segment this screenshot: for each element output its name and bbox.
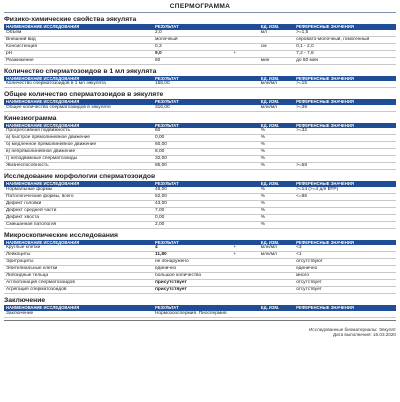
header-name: НАИМЕНОВАНИЕ ИССЛЕДОВАНИЯ [4,99,153,105]
row-result: 2,00 [153,221,231,228]
header-ref: РЕФЕРЕНСНЫЕ ЗНАЧЕНИЯ [294,24,396,30]
row-result: 32,00 [153,156,231,163]
row-reference: отсутствуют [294,259,396,266]
section-title: Физико-химические свойства эякулята [4,16,137,23]
row-reference [294,214,396,221]
row-unit: % [259,207,294,214]
header-name: НАИМЕНОВАНИЕ ИССЛЕДОВАНИЯ [4,123,153,129]
table-row [4,214,396,221]
row-name: Разжижение [4,57,153,64]
header-result: РЕЗУЛЬТАТ [153,24,231,30]
row-reference: <=86 [294,193,396,200]
row-name: Прогрессивная подвижность [4,128,153,135]
row-reference [294,135,396,142]
row-reference: <1 [294,252,396,259]
header-ref: РЕФЕРЕНСНЫЕ ЗНАЧЕНИЯ [294,123,396,129]
row-name: Общее количество сперматозоидов в эякуляте [4,105,153,112]
row-reference [294,142,396,149]
row-reference: 0,1 - 2,0 [294,43,396,50]
row-unit: % [259,128,294,135]
results-table [4,305,396,318]
row-result: 316,00 [153,105,231,112]
header-ref: РЕФЕРЕНСНЫЕ ЗНАЧЕНИЯ [294,181,396,187]
row-result: не обнаружено [153,259,231,266]
header-unit: ЕД. ИЗМ. [259,305,294,311]
row-unit: млн/мл [259,81,294,88]
row-flag [231,287,258,294]
row-result: 0,00 [153,214,231,221]
row-result: 7,00 [153,207,231,214]
row-reference [294,221,396,228]
row-reference: до 60 мин [294,57,396,64]
row-name: Дефект средней части [4,207,153,214]
table-row [4,311,396,318]
table-row [4,156,396,163]
row-reference: >=32 [294,128,396,135]
table-row [4,200,396,207]
header-result: РЕЗУЛЬТАТ [153,181,231,187]
row-flag [231,81,258,88]
row-unit: % [259,142,294,149]
row-unit: % [259,187,294,194]
row-unit [259,311,294,318]
header-unit: ЕД. ИЗМ. [259,24,294,30]
row-name: б) медленное прямолинейное движение [4,142,153,149]
report-page [4,2,396,338]
row-reference: >=15 [294,81,396,88]
row-unit: % [259,135,294,142]
row-name: Дефект хвоста [4,214,153,221]
row-name: pH [4,50,153,57]
row-name: Агрегация сперматозоидов [4,287,153,294]
row-flag [231,214,258,221]
header-name: НАИМЕНОВАНИЕ ИССЛЕДОВАНИЯ [4,181,153,187]
row-name: Жизнеспособность [4,163,153,170]
row-unit [259,36,294,43]
row-name: Внешний вид [4,36,153,43]
row-flag [231,135,258,142]
row-reference [294,200,396,207]
row-flag [231,207,258,214]
row-reference [294,311,396,318]
results-table [4,99,396,112]
row-flag [231,43,258,50]
row-flag [231,221,258,228]
table-row [4,142,396,149]
table-row [4,135,396,142]
row-flag: + [231,252,258,259]
table-row [4,43,396,50]
row-reference: отсутствует [294,287,396,294]
row-name: Дефект головки [4,200,153,207]
row-result: 0,3 [153,43,231,50]
row-flag [231,163,258,170]
row-flag: + [231,50,258,57]
results-table [4,240,396,295]
row-unit [259,273,294,280]
row-result: присутствует [153,287,231,294]
row-unit: % [259,221,294,228]
footer-date: Дата выполнения: 16.03.2020 [332,332,396,337]
header-result: РЕЗУЛЬТАТ [153,76,231,82]
row-flag [231,259,258,266]
results-table [4,76,396,89]
row-result: молочный [153,36,231,43]
row-flag [231,280,258,287]
row-result: 60 [153,128,231,135]
row-unit: % [259,214,294,221]
row-flag [231,156,258,163]
row-flag [231,36,258,43]
row-unit: % [259,149,294,156]
table-row [4,149,396,156]
header-ref: РЕФЕРЕНСНЫЕ ЗНАЧЕНИЯ [294,99,396,105]
row-unit: мин [259,57,294,64]
row-result: 60,00 [153,142,231,149]
row-reference: >=1,5 [294,30,396,37]
table-row [4,221,396,228]
table-row [4,193,396,200]
row-unit: мл [259,30,294,37]
row-unit [259,266,294,273]
row-reference [294,207,396,214]
row-flag [231,142,258,149]
row-result: Нормозооспермия. Пиоспермия. [153,311,231,318]
row-flag [231,57,258,64]
row-result: 8,00 [153,149,231,156]
section-title: Исследование морфологии сперматозоидов [4,173,156,180]
row-result: 60 [153,57,231,64]
table-row [4,57,396,64]
row-flag [231,273,258,280]
row-result: 11,80 [153,252,231,259]
header-name: НАИМЕНОВАНИЕ ИССЛЕДОВАНИЯ [4,240,153,246]
row-flag: + [231,245,258,252]
row-unit: млн/мл [259,245,294,252]
row-name: Объем [4,30,153,37]
row-unit: млн/мл [259,252,294,259]
row-name: Патологические формы, всего [4,193,153,200]
section-title: Кинезиограмма [4,114,57,122]
row-name: Круглые клетки [4,245,153,252]
table-row [4,266,396,273]
header-result: РЕЗУЛЬТАТ [153,99,231,105]
report-title: СПЕРМОГРАММА [4,2,396,13]
row-reference [294,149,396,156]
table-row [4,259,396,266]
row-name: Нормальные формы [4,187,153,194]
row-reference: серовато-молочный, гомогенный [294,36,396,43]
row-result: большое количество [153,273,231,280]
row-name: Эритроциты [4,259,153,266]
header-ref: РЕФЕРЕНСНЫЕ ЗНАЧЕНИЯ [294,240,396,246]
report-footer [4,327,396,338]
row-unit: млн/мл [259,105,294,112]
row-result: 2,0 [153,30,231,37]
header-result: РЕЗУЛЬТАТ [153,240,231,246]
table-row [4,105,396,112]
section-title: Заключение [4,297,46,304]
row-reference: <3 [294,245,396,252]
row-name: г) неподвижные сперматозоиды [4,156,153,163]
row-name: Заключение [4,311,153,318]
row-name: Смешанная патология [4,221,153,228]
row-result: 0,00 [153,135,231,142]
row-reference: единично [294,266,396,273]
row-result: 9,0 [153,50,231,57]
row-unit: % [259,193,294,200]
section-title: Общее количество сперматозоидов в эякуляте [4,91,164,98]
row-result: единично [153,266,231,273]
row-name: Количество сперматозоидов в 1 мл эякулята [4,81,153,88]
header-unit: ЕД. ИЗМ. [259,240,294,246]
results-table [4,181,396,229]
row-unit: см [259,43,294,50]
header-unit: ЕД. ИЗМ. [259,181,294,187]
section-title: Микроскопические исследования [4,231,118,239]
footer-biomaterial: Исследованные биоматериалы: Эякулят [309,326,396,332]
row-result: 158,00 [153,81,231,88]
header-unit: ЕД. ИЗМ. [259,99,294,105]
footer-divider [4,320,396,321]
row-flag [231,266,258,273]
row-reference: >=39 [294,105,396,112]
row-name: Лейкоциты [4,252,153,259]
row-result: 52,00 [153,193,231,200]
row-flag [231,193,258,200]
row-result: 48,00 [153,187,231,194]
table-row [4,287,396,294]
header-name: НАИМЕНОВАНИЕ ИССЛЕДОВАНИЯ [4,76,153,82]
row-unit: % [259,163,294,170]
row-flag [231,149,258,156]
row-unit [259,50,294,57]
header-unit: ЕД. ИЗМ. [259,76,294,82]
results-table [4,24,396,65]
row-result: 4 [153,245,231,252]
header-unit: ЕД. ИЗМ. [259,123,294,129]
row-unit: % [259,200,294,207]
row-name: Липоидные тельца [4,273,153,280]
table-row [4,207,396,214]
header-ref: РЕФЕРЕНСНЫЕ ЗНАЧЕНИЯ [294,76,396,82]
header-result: РЕЗУЛЬТАТ [153,305,231,311]
header-ref: РЕФЕРЕНСНЫЕ ЗНАЧЕНИЯ [294,305,396,311]
row-unit: % [259,156,294,163]
row-name: Агглютинация сперматозоидов [4,280,153,287]
table-row [4,36,396,43]
row-reference [294,156,396,163]
results-table [4,123,396,171]
table-row [4,81,396,88]
header-result: РЕЗУЛЬТАТ [153,123,231,129]
header-name: НАИМЕНОВАНИЕ ИССЛЕДОВАНИЯ [4,24,153,30]
row-unit [259,259,294,266]
row-reference: много [294,273,396,280]
report-sections [4,16,396,318]
table-row [4,50,396,57]
row-flag [231,311,258,318]
row-reference: >=14 (>=4 д/я ВТР) [294,187,396,194]
table-row [4,252,396,259]
row-result: 43,00 [153,200,231,207]
row-unit [259,280,294,287]
row-name: Консистенция [4,43,153,50]
row-reference: >=58 [294,163,396,170]
row-name: в) непрямолинейное движение [4,149,153,156]
row-unit [259,287,294,294]
row-flag [231,200,258,207]
table-row [4,163,396,170]
row-result: 85,00 [153,163,231,170]
row-reference: отсутствует [294,280,396,287]
table-row [4,273,396,280]
row-result: присутствует [153,280,231,287]
section-title: Количество сперматозоидов в 1 мл эякулята [4,67,157,75]
row-name: Эпителиальные клетки [4,266,153,273]
row-reference: 7,2 - 7,8 [294,50,396,57]
row-flag [231,105,258,112]
row-name: а) быстрое прямолинейное движение [4,135,153,142]
table-row [4,280,396,287]
header-name: НАИМЕНОВАНИЕ ИССЛЕДОВАНИЯ [4,305,153,311]
